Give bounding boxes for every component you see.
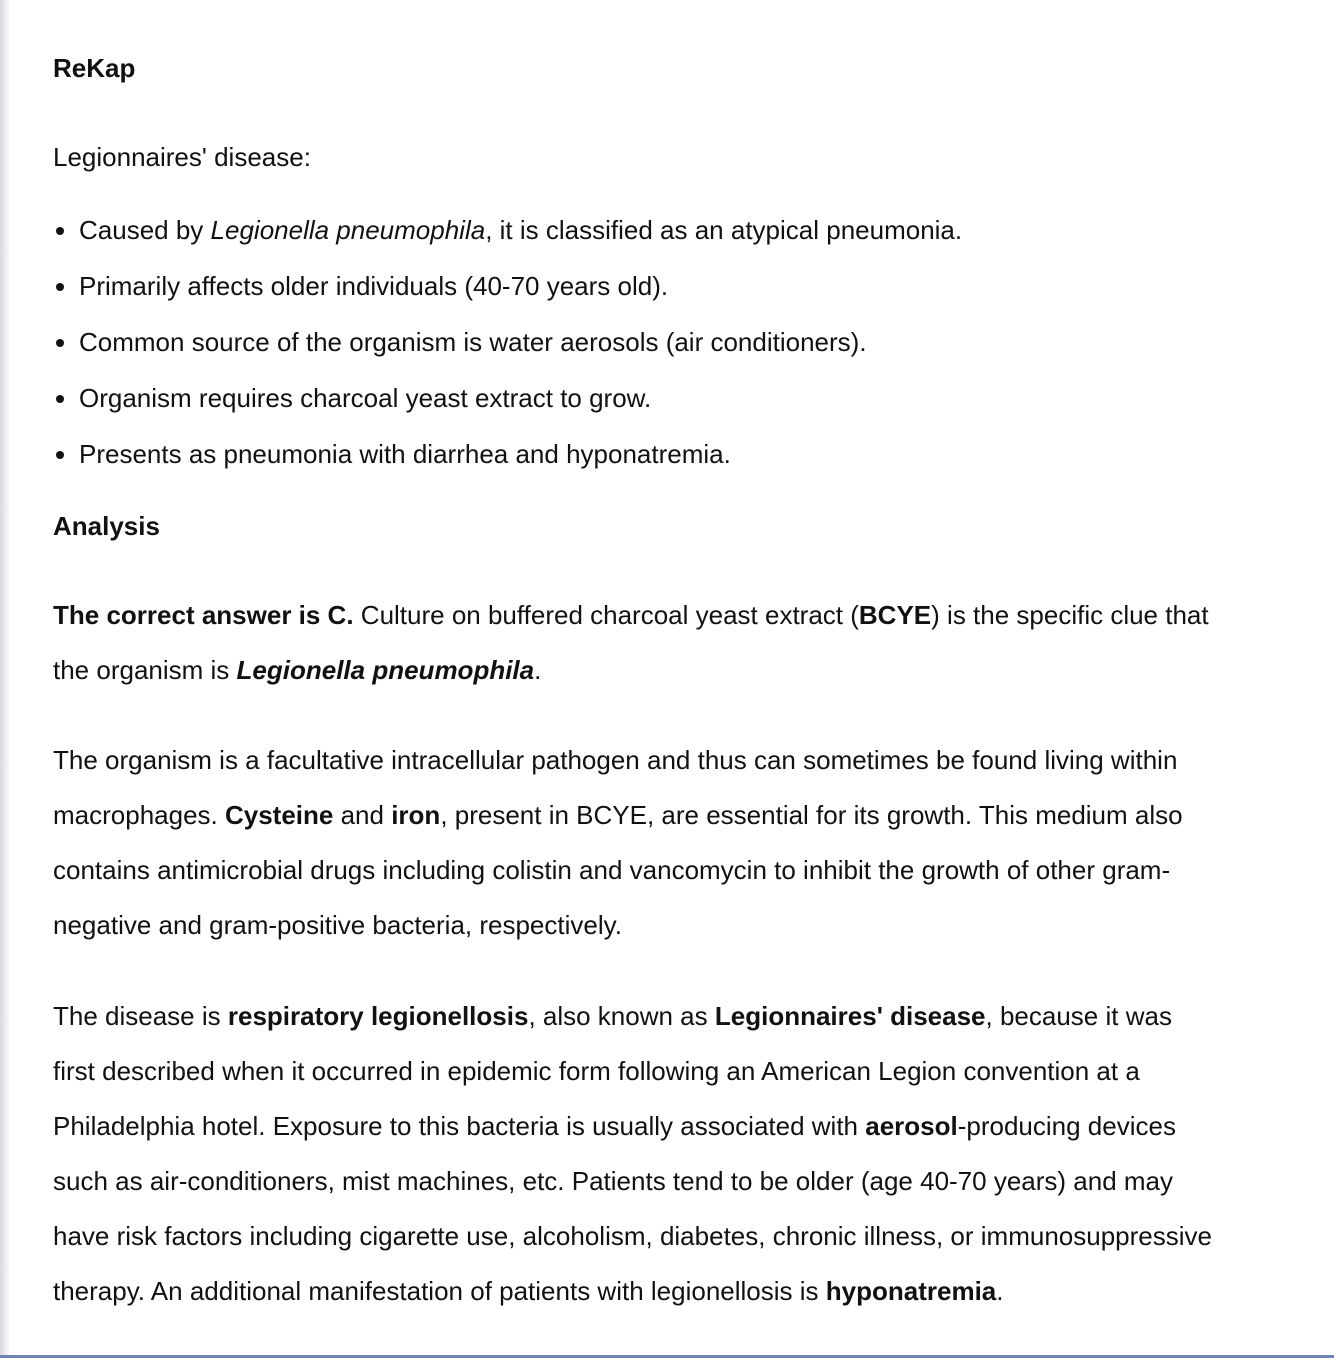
list-item: Common source of the organism is water aerosols (air conditioners).	[53, 324, 1293, 380]
analysis-paragraph-disease: The disease is respiratory legionellosis, also known as Legionnaires' disease, because it was first described when it occurred in epidemic form following an American Legion convention at a Philadelphia hotel. Exposure to this bacteria is usually associated with aerosol-producing devices such as air-conditioners, mist machines, etc. Patients tend to be older (age 40-70 years) and may have risk factors including cigarette use, alcoholism, diabetes, chronic illness, or immunosuppressive therapy. An additional manifestation of patients with legionellosis is hyponatremia.	[53, 1001, 1212, 1306]
analysis-paragraph-answer: The correct answer is C. Culture on buffered charcoal yeast extract (BCYE) is the specific clue that the organism is Legionella pneumophila.	[53, 600, 1209, 685]
bullet-dot-icon	[56, 283, 64, 291]
correct-answer-label: The correct answer is C.	[53, 600, 354, 630]
rekap-bullet-list	[53, 212, 1293, 492]
rekap-heading: ReKap	[53, 53, 136, 83]
page-left-shadow	[0, 0, 10, 1358]
organism-name: Legionella pneumophila	[210, 215, 486, 245]
rekap-intro: Legionnaires' disease:	[53, 142, 311, 172]
bullet-dot-icon	[56, 339, 64, 347]
list-item: Caused by Legionella pneumophila, it is classified as an atypical pneumonia.	[53, 212, 1293, 268]
list-item: Primarily affects older individuals (40-70 years old).	[53, 268, 1293, 324]
bullet-dot-icon	[56, 395, 64, 403]
analysis-heading: Analysis	[53, 511, 160, 541]
analysis-paragraph-organism: The organism is a facultative intracellular pathogen and thus can sometimes be found living within macrophages. Cysteine and iron, present in BCYE, are essential for its growth. This medium also contains antimicrobial drugs including colistin and vancomycin to inhibit the growth of other gram- negative and gram-positive bacteria, respectively.	[53, 745, 1183, 940]
list-item: Presents as pneumonia with diarrhea and hyponatremia.	[53, 436, 1293, 492]
organism-name: Legionella pneumophila	[236, 655, 535, 685]
list-item: Organism requires charcoal yeast extract to grow.	[53, 380, 1293, 436]
bullet-dot-icon	[56, 227, 64, 235]
bullet-dot-icon	[56, 451, 64, 459]
